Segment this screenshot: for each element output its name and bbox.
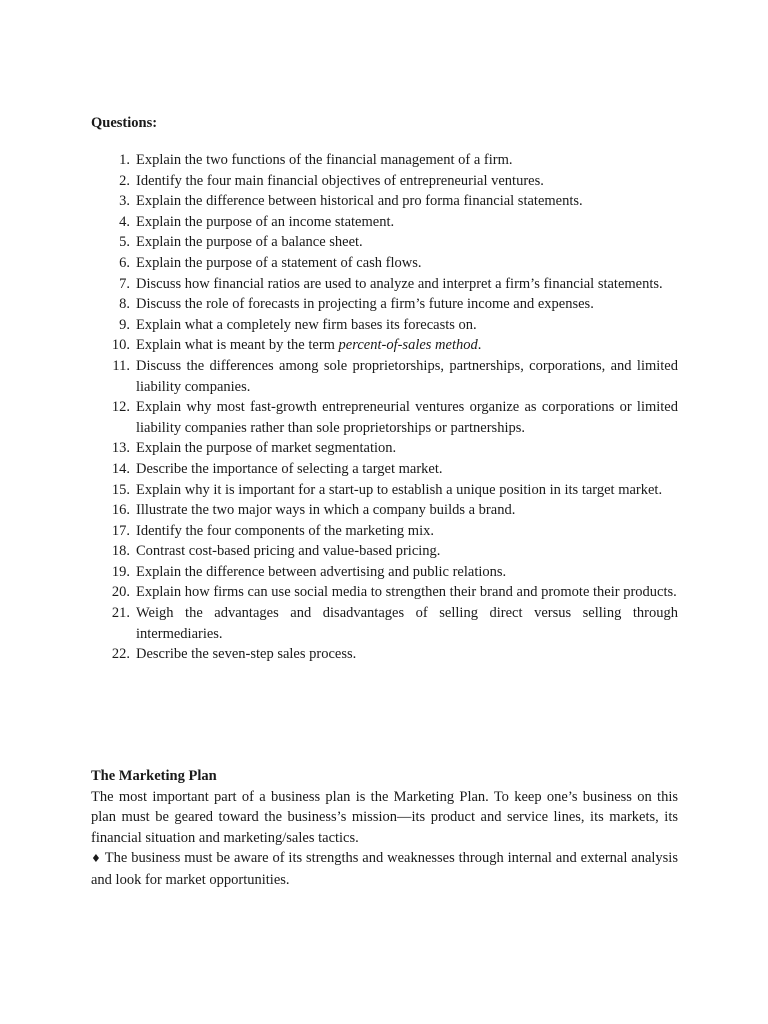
question-number: 16. [111, 502, 130, 519]
question-item-7 [91, 274, 678, 295]
question-text: Explain the purpose of an income statement. [136, 213, 395, 230]
question-item-3 [91, 191, 678, 212]
marketing-plan-section [91, 766, 678, 891]
question-text-before: Explain what is meant by the term [136, 337, 339, 354]
questions-heading: Questions: [91, 115, 158, 131]
question-item-8 [91, 294, 678, 315]
question-item-4 [91, 212, 678, 233]
question-item-17 [91, 521, 678, 542]
question-number: 3. [119, 193, 130, 210]
question-text: Identify the four components of the marketing mix. [136, 522, 434, 539]
question-text-after: . [477, 337, 482, 354]
question-item-12 [91, 397, 678, 438]
question-item-13 [91, 438, 678, 459]
question-text: Explain the purpose of a statement of cash flows. [136, 254, 422, 271]
question-number: 1. [119, 152, 130, 168]
question-text: Describe the seven-step sales process. [136, 646, 357, 663]
question-number: 6. [119, 254, 130, 271]
question-number: 11. [112, 357, 130, 374]
question-item-2 [91, 171, 678, 192]
question-text: Explain why most fast-growth entrepreneurial ventures organize as corporations or limited liability companies rather than sole proprietorships or partnerships. [136, 399, 678, 436]
question-item-22 [91, 644, 678, 665]
question-number: 22. [111, 646, 130, 663]
question-number: 15. [111, 481, 130, 498]
question-text: Explain why it is important for a start-up to establish a unique position in its target market. [136, 481, 663, 498]
question-number: 18. [111, 543, 130, 560]
marketing-plan-paragraph: The most important part of a business plan is the Marketing Plan. To keep one’s business on this plan must be geared toward the business’s mission—its product and service lines, its markets, its financial situation and marketing/sales tactics. [91, 788, 678, 846]
question-text: Discuss the differences among sole proprietorships, partnerships, corporations, and limited liability companies. [136, 357, 678, 395]
question-item-10 [91, 335, 678, 356]
question-text: Explain the difference between advertising and public relations. [136, 563, 507, 580]
question-text: Weigh the advantages and disadvantages of selling direct versus selling through intermediaries. [136, 605, 678, 642]
question-item-5 [91, 232, 678, 253]
question-number: 17. [111, 522, 130, 539]
marketing-plan-heading: The Marketing Plan [91, 768, 217, 784]
question-number: 10. [111, 337, 130, 354]
question-text: Explain the two functions of the financial management of a firm. [136, 152, 513, 168]
question-number: 9. [119, 316, 130, 333]
question-term-italic: percent-of-sales method [338, 337, 478, 354]
marketing-plan-bullet-text: The business must be aware of its strengths and weaknesses through internal and external analysis and look for market opportunities. [91, 850, 678, 888]
question-number: 13. [111, 440, 130, 457]
question-item-15 [91, 480, 678, 501]
question-text: Describe the importance of selecting a target market. [136, 460, 443, 477]
question-item-20 [91, 582, 678, 603]
question-item-6 [91, 253, 678, 274]
question-text: Contrast cost-based pricing and value-based pricing. [136, 543, 441, 560]
question-text [136, 335, 678, 356]
question-item-1 [91, 150, 678, 171]
question-number: 19. [111, 563, 130, 580]
question-item-18 [91, 541, 678, 562]
question-item-21 [91, 603, 678, 644]
diamond-bullet-icon: ♦ [91, 852, 102, 866]
question-number: 21. [111, 605, 130, 622]
marketing-plan-bullet [91, 848, 678, 890]
question-number: 8. [119, 296, 130, 313]
question-number: 2. [119, 172, 130, 189]
question-item-19 [91, 562, 678, 583]
question-text: Discuss the role of forecasts in projecting a firm’s future income and expenses. [136, 296, 594, 313]
question-item-14 [91, 459, 678, 480]
question-text: Explain the difference between historical and pro forma financial statements. [136, 193, 583, 210]
question-number: 20. [111, 584, 130, 601]
question-item-9 [91, 315, 678, 336]
question-number: 12. [111, 399, 130, 416]
question-item-16 [91, 500, 678, 521]
question-number: 7. [119, 275, 130, 292]
question-number: 5. [119, 234, 130, 251]
question-number: 4. [119, 213, 130, 230]
question-text: Discuss how financial ratios are used to analyze and interpret a firm’s financial statements. [136, 275, 663, 292]
question-item-11 [91, 356, 678, 397]
question-text: Illustrate the two major ways in which a company builds a brand. [136, 502, 516, 519]
question-number: 14. [111, 460, 130, 477]
question-text: Explain the purpose of market segmentation. [136, 440, 397, 457]
questions-list [91, 150, 678, 665]
question-text: Explain the purpose of a balance sheet. [136, 234, 363, 251]
question-text: Explain how firms can use social media to strengthen their brand and promote their products. [136, 584, 677, 601]
question-text: Explain what a completely new firm bases its forecasts on. [136, 316, 477, 333]
question-text: Identify the four main financial objectives of entrepreneurial ventures. [136, 172, 544, 189]
